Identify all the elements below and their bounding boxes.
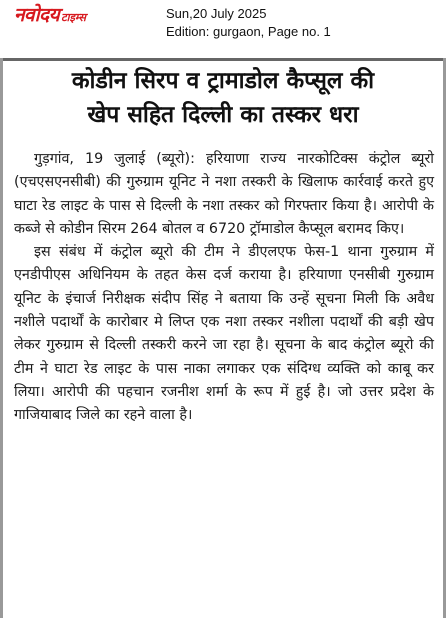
article-body [14,148,434,428]
logo-brand-sub: टाइम्स [61,11,86,24]
logo-brand: नवोदय [14,4,60,26]
headline-line-2: खेप सहित दिल्ली का तस्कर धरा [87,102,359,128]
article-paragraph-2: इस संबंध में कंट्रोल ब्यूरो की टीम ने डीएलएफ फेस-1 थाना गुरुग्राम में एनडीपीएस अधिनियम के तहत केस दर्ज कराया है। हरियाणा एनसीबी गुरुग्राम यूनिट के इंचार्ज निरीक्षक संदीप सिंह ने बताया कि उन्हें सूचना मिली कि अवैध नशीले पदार्थों के कारोबार मे लिप्त एक नशा तस्कर नशीला पदार्थों की बड़ी खेप लेकर गुरुग्राम से दिल्ली तस्करी करने जा रहा है। सूचना के बाद कंट्रोल ब्यूरो की टीम ने घाटा रेड लाइट के पास नाका लगाकर एक संदिग्ध व्यक्ति को काबू कर लिया। आरोपी की पहचान रजनीश शर्मा के रूप में हुई है। जो उत्तर प्रदेश के गाजियाबाद जिले का रहने वाला है। [14,244,434,424]
edition-info: Edition: gurgaon, Page no. 1 [166,24,331,39]
issue-date: Sun,20 July 2025 [166,6,267,21]
masthead [0,0,446,50]
dateline [166,5,331,41]
headline-line-1: कोडीन सिरप व ट्रामाडोल कैप्सूल की [71,68,375,94]
frame-left-rule [0,58,3,618]
article-paragraph-1: गुड़गांव, 19 जुलाई (ब्यूरो): हरियाणा राज्य नारकोटिक्स कंट्रोल ब्यूरो (एचएसएनसीबी) की गुरुग्राम यूनिट ने नशा तस्करी के खिलाफ कार्रवाई करते हुए घाटा रेड लाइट के पास से दिल्ली के नशा तस्कर को गिरफ्तार किया है। आरोपी के कब्जे से कोडीन सिरम 264 बोतल व 6720 ट्रॉमाडोल कैप्सूल बरामद किए। [14,151,434,237]
frame-top-rule [0,58,446,61]
newspaper-logo [14,6,86,25]
article-headline [8,64,438,132]
